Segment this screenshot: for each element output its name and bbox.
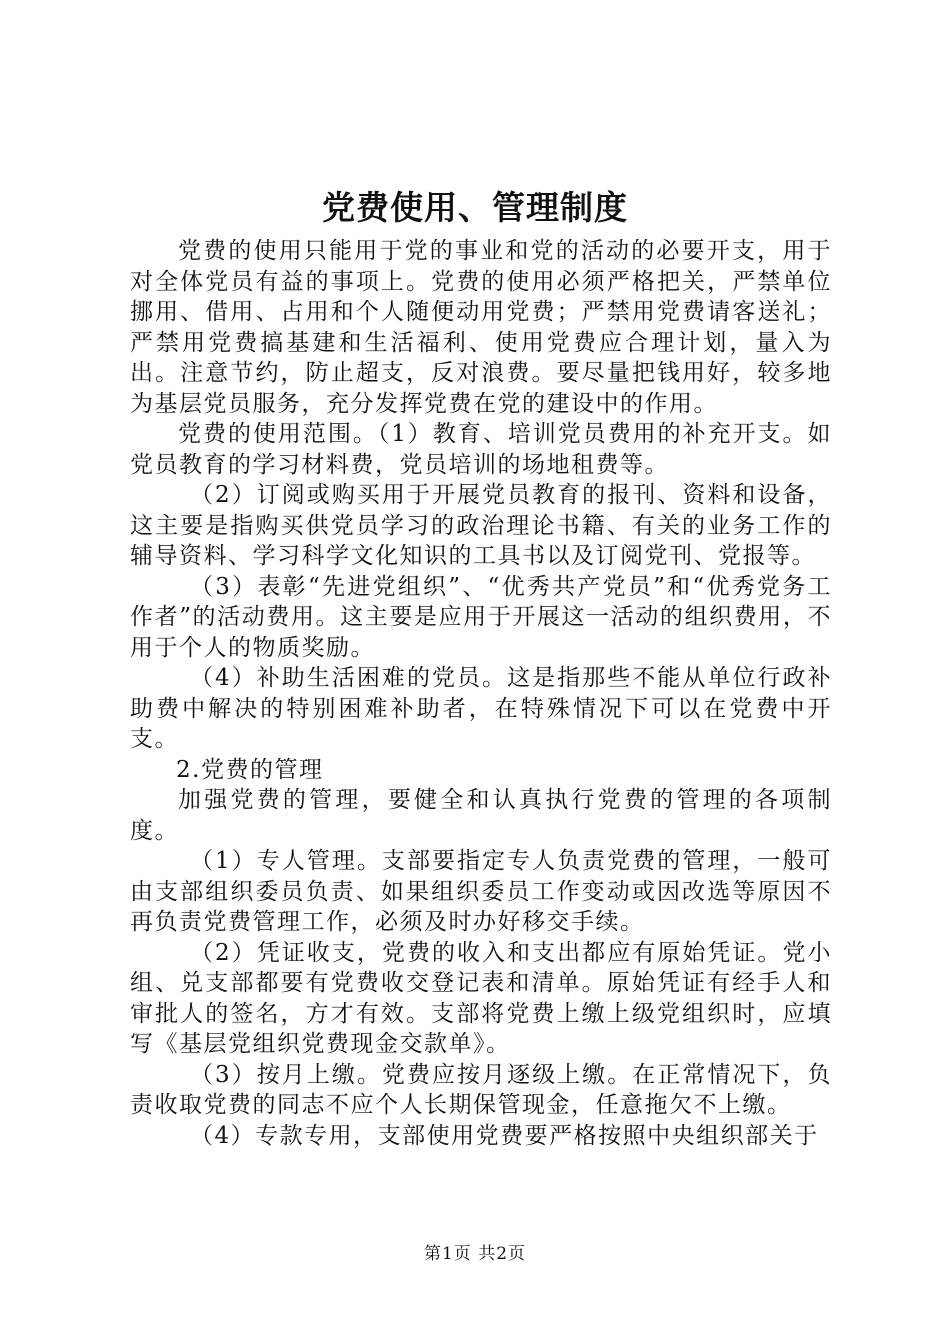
paragraph-usage-scope: 党费的使用范围。（1）教育、培训党员费用的补充开支。如党员教育的学习材料费，党员培训的场地租费等。 [130, 421, 832, 478]
paragraph-usage-item-2: （2）订阅或购买用于开展党员教育的报刊、资料和设备，这主要是指购买供党员学习的政治理论书籍、有关的业务工作的辅导资料、学习科学文化知识的工具书以及订阅党刊、党报等。 [130, 482, 832, 569]
page-number-footer: 第1页 共2页 [423, 1244, 527, 1264]
paragraph-intro: 党费的使用只能用于党的事业和党的活动的必要开支，用于对全体党员有益的事项上。党费的使用必须严格把关，严禁单位挪用、借用、占用和个人随便动用党费；严禁用党费请客送礼；严禁用党费搞基建和生活福利、使用党费应合理计划，量入为出。注意节约，防止超支，反对浪费。要尽量把钱用好，较多地为基层党员服务，充分发挥党费在党的建设中的作用。 [130, 238, 832, 417]
paragraph-management-item-2: （2）凭证收支，党费的收入和支出都应有原始凭证。党小组、兑支部都要有党费收交登记表和清单。原始凭证有经手人和审批人的签名，方才有效。支部将党费上缴上级党组织时，应填写《基层党组织党费现金交款单》。 [130, 939, 832, 1057]
paragraph-usage-item-3: （3）表彰“先进党组织”、“优秀共产党员”和“优秀党务工作者”的活动费用。这主要是应用于开展这一活动的组织费用，不用于个人的物质奖励。 [130, 573, 832, 661]
paragraph-usage-item-4: （4）补助生活困难的党员。这是指那些不能从单位行政补助费中解决的特别困难补助者，在特殊情况下可以在党费中开支。 [130, 665, 832, 752]
paragraph-management-item-4: （4）专款专用，支部使用党费要严格按照中央组织部关于 [190, 1122, 819, 1149]
document-body [130, 236, 832, 1151]
document-title: 党费使用、管理制度 [322, 188, 628, 227]
paragraph-management-intro: 加强党费的管理，要健全和认真执行党费的管理的各项制度。 [130, 787, 832, 844]
paragraph-management-item-1: （1）专人管理。支部要指定专人负责党费的管理，一般可由支部组织委员负责、如果组织委员工作变动或因改选等原因不再负责党费管理工作，必须及时办好移交手续。 [130, 848, 832, 935]
paragraph-management-item-3: （3）按月上缴。党费应按月逐级上缴。在正常情况下，负责收取党费的同志不应个人长期保管现金，任意拖欠不上缴。 [130, 1061, 832, 1118]
section-heading-management: 2.党费的管理 [176, 756, 324, 783]
